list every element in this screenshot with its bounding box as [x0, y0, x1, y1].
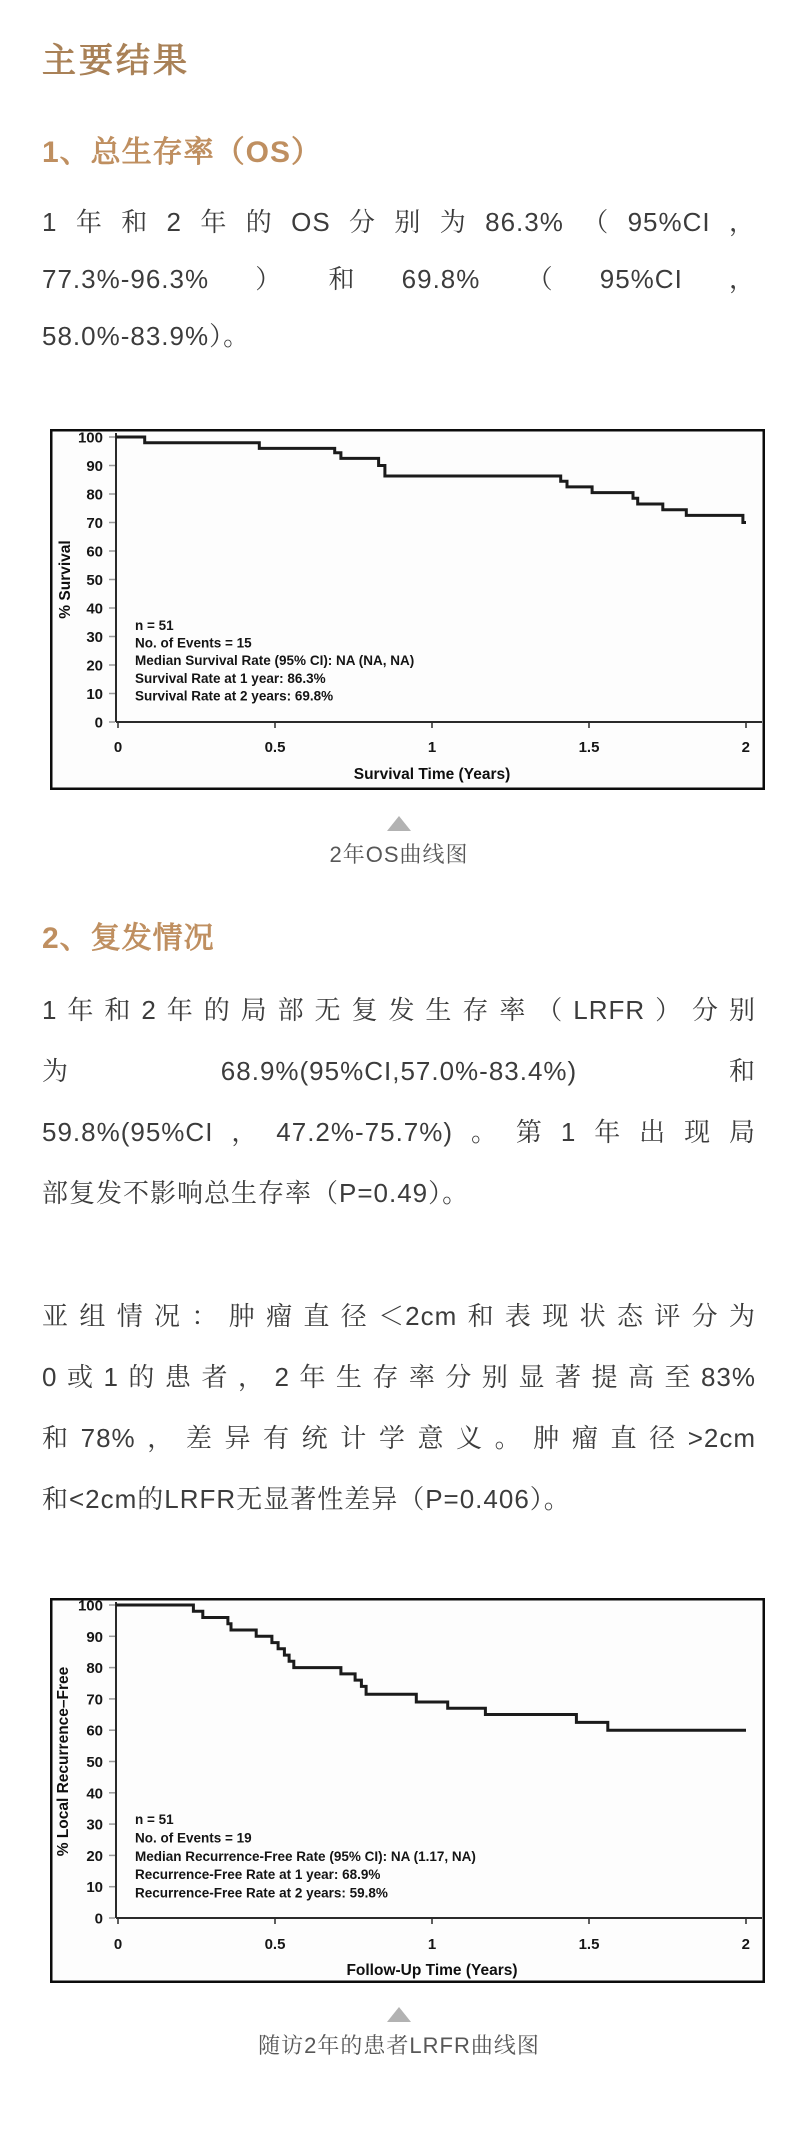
- svg-text:10: 10: [86, 686, 103, 703]
- paragraph-line: 和78%，差异有统计学意义。肿瘤直径>2cm: [42, 1423, 756, 1453]
- svg-text:Follow-Up Time (Years): Follow-Up Time (Years): [346, 1962, 518, 1979]
- svg-text:40: 40: [86, 1785, 103, 1803]
- svg-text:0: 0: [94, 1910, 103, 1928]
- svg-text:1.5: 1.5: [578, 739, 600, 756]
- svg-text:Survival Rate at 2 years: 69.8: Survival Rate at 2 years: 69.8%: [135, 688, 334, 704]
- svg-text:% Survival: % Survival: [57, 540, 74, 619]
- svg-text:50: 50: [86, 572, 103, 589]
- paragraph-os: [42, 194, 756, 365]
- svg-text:Median Recurrence-Free Rate (9: Median Recurrence-Free Rate (95% CI): NA (1.17, NA): [135, 1848, 476, 1864]
- svg-text:30: 30: [86, 1816, 103, 1834]
- svg-text:30: 30: [86, 629, 103, 646]
- paragraph-line: 58.0%-83.9%）。: [42, 321, 251, 351]
- caption-arrow-icon: [387, 816, 411, 831]
- svg-text:70: 70: [86, 1691, 103, 1709]
- paragraph-subgroup: [42, 1286, 756, 1530]
- svg-text:20: 20: [86, 657, 103, 675]
- svg-text:50: 50: [86, 1754, 103, 1771]
- svg-text:60: 60: [86, 543, 103, 561]
- svg-text:70: 70: [86, 515, 103, 532]
- svg-text:Median Survival Rate (95% CI):: Median Survival Rate (95% CI): NA (NA, NA): [135, 653, 415, 669]
- figure-os-chart: [50, 429, 765, 790]
- svg-text:90: 90: [86, 458, 103, 475]
- figure-caption-lrfr: 随访2年的患者LRFR曲线图: [258, 2033, 540, 2058]
- svg-text:n = 51: n = 51: [135, 1812, 174, 1827]
- paragraph-line: 1年和2年的OS分别为86.3%（95%CI，: [42, 207, 756, 237]
- paragraph-line: 亚组情况：肿瘤直径＜2cm和表现状态评分为: [42, 1301, 756, 1331]
- section-heading-os: 1、总生存率（OS）: [42, 136, 323, 169]
- page-title: 主要结果: [42, 43, 190, 80]
- paragraph-line: 0或1的患者，2年生存率分别显著提高至83%: [42, 1362, 756, 1392]
- svg-text:1: 1: [427, 739, 437, 756]
- paragraph-line: 77.3%-96.3%）和69.8%（95%CI，: [42, 264, 756, 294]
- svg-text:% Local Recurrence–Free: % Local Recurrence–Free: [55, 1666, 72, 1857]
- paragraph-line: 为68.9%(95%CI,57.0%-83.4%)和: [42, 1056, 756, 1086]
- svg-text:40: 40: [86, 600, 103, 618]
- svg-text:Recurrence-Free Rate at 1 year: Recurrence-Free Rate at 1 year: 68.9%: [135, 1867, 381, 1883]
- figure-caption-os: 2年OS曲线图: [329, 842, 469, 867]
- svg-text:10: 10: [86, 1879, 103, 1897]
- svg-text:0.5: 0.5: [264, 1936, 286, 1953]
- svg-text:Recurrence-Free Rate at 2 year: Recurrence-Free Rate at 2 years: 59.8%: [135, 1885, 388, 1901]
- lrfr-curve-chart: [50, 1598, 765, 1983]
- paragraph-line: 和<2cm的LRFR无显著性差异（P=0.406）。: [42, 1484, 571, 1514]
- svg-text:0.5: 0.5: [264, 739, 286, 756]
- svg-text:2: 2: [741, 739, 750, 756]
- paragraph-line: 1年和2年的局部无复发生存率（LRFR）分别: [42, 995, 756, 1025]
- svg-text:80: 80: [86, 486, 103, 504]
- svg-text:0: 0: [113, 739, 123, 756]
- svg-text:80: 80: [86, 1660, 103, 1678]
- section-heading-recurrence: 2、复发情况: [42, 922, 215, 955]
- svg-text:0: 0: [113, 1936, 123, 1953]
- svg-text:60: 60: [86, 1722, 103, 1740]
- svg-text:100: 100: [77, 1598, 103, 1615]
- paragraph-line: 59.8%(95%CI，47.2%-75.7%)。第1年出现局: [42, 1117, 756, 1147]
- svg-text:20: 20: [86, 1847, 103, 1865]
- figure-lrfr-chart: [50, 1598, 765, 1983]
- svg-text:2: 2: [741, 1936, 750, 1953]
- svg-text:No. of Events = 15: No. of Events = 15: [135, 635, 252, 651]
- os-survival-curve-chart: [50, 429, 765, 790]
- svg-text:No. of Events = 19: No. of Events = 19: [135, 1830, 252, 1846]
- svg-text:n = 51: n = 51: [135, 618, 174, 633]
- svg-text:1: 1: [427, 1936, 437, 1953]
- svg-text:1.5: 1.5: [578, 1936, 600, 1953]
- svg-text:90: 90: [86, 1628, 103, 1646]
- caption-arrow-icon: [387, 2007, 411, 2022]
- svg-text:100: 100: [77, 429, 103, 447]
- svg-text:Survival Rate at 1 year: 86.3%: Survival Rate at 1 year: 86.3%: [135, 670, 326, 686]
- svg-text:Survival Time (Years): Survival Time (Years): [353, 766, 511, 783]
- svg-text:0: 0: [94, 714, 103, 732]
- paragraph-lrfr: [42, 980, 756, 1224]
- paragraph-line: 部复发不影响总生存率（P=0.49）。: [42, 1178, 470, 1208]
